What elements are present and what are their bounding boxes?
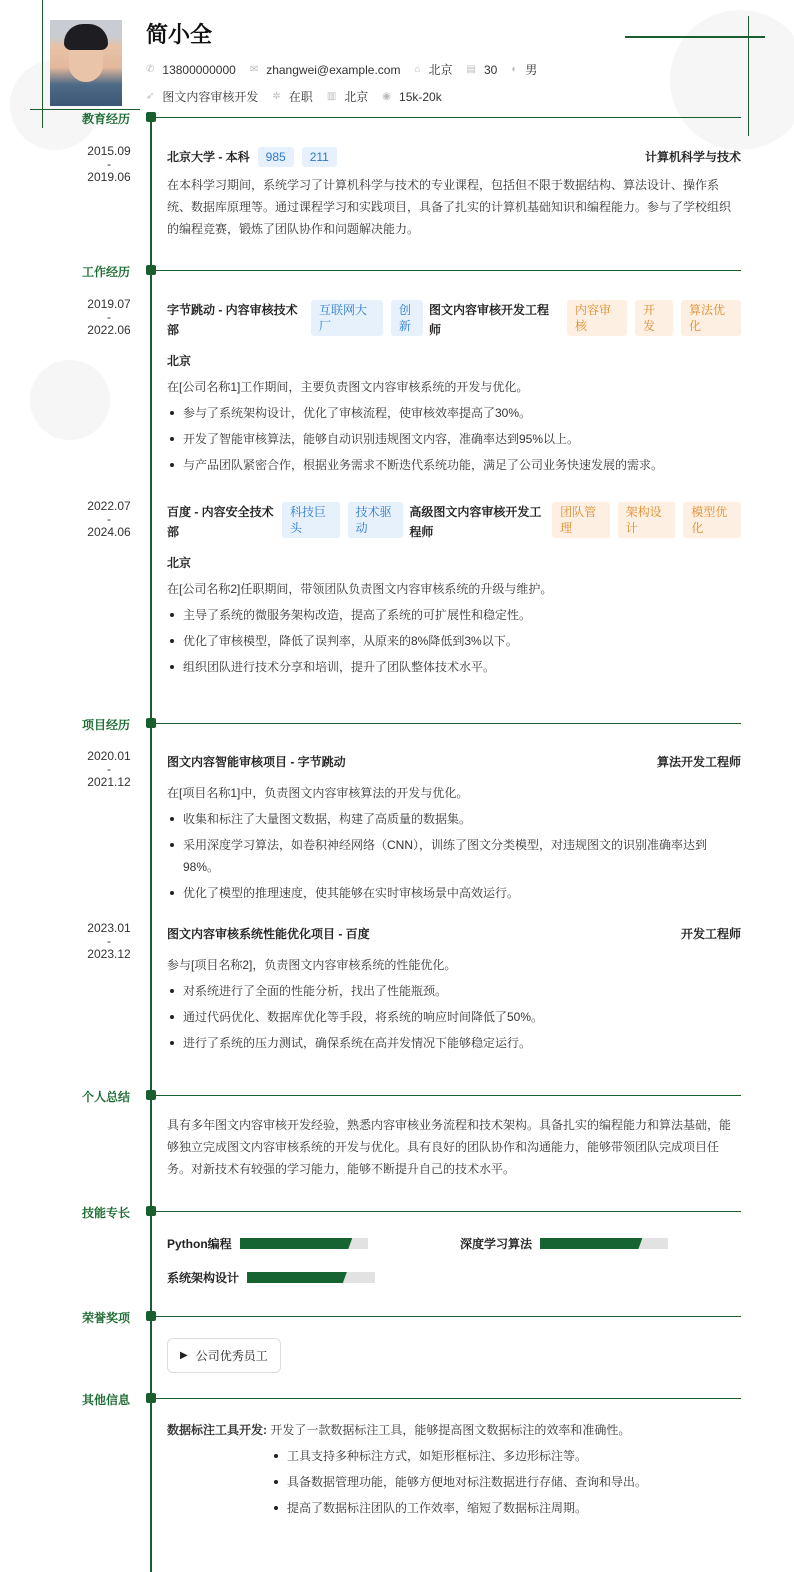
date-range: 2023.01 - 2023.12 [87,921,131,961]
divider [151,1316,741,1317]
section-title: 技能专长 [81,1206,130,1220]
send-icon: ➶ [146,91,155,102]
decor-line [625,36,765,38]
bullet: 进行了系统的压力测试，确保系统在高并发情况下能够稳定运行。 [167,1032,741,1054]
city: 北京 [167,354,192,368]
timeline-line [150,112,152,1572]
role: 高级图文内容审核开发工程师 [409,505,542,539]
tag: 团队管理 [552,502,610,538]
timeline-dot [146,1206,156,1216]
date-range: 2019.07 - 2022.06 [87,297,131,337]
divider [151,1095,741,1096]
home-icon: ⌂ [414,64,421,75]
bullet: 开发了智能审核算法，能够自动识别违规图文内容，准确率达到95%以上。 [167,428,741,450]
bullet: 对系统进行了全面的性能分析，找出了性能瓶颈。 [167,980,741,1002]
major: 计算机科学与技术 [644,150,741,164]
timeline-dot [146,265,156,275]
timeline-dot [146,1090,156,1100]
date-range: 2015.09 - 2019.06 [87,144,131,184]
summary-entry [167,1114,741,1180]
other-entry [167,1419,741,1519]
skill-item [167,1235,368,1252]
job-intent-row [146,88,456,105]
age-icon: ▤ [466,64,476,75]
divider [151,1398,741,1399]
description: 在本科学习期间，系统学习了计算机科学与技术的专业课程，包括但不限于数据结构、算法设计、操作系统、数据库原理等。通过课程学习和实践项目，具备了扎实的计算机基础知识和编程能力。参与了学校组织的编程竞赛，锻炼了团队协作和问题解决能力。 [167,178,732,236]
project-entry [167,752,741,904]
city: 北京 [344,90,369,104]
skill-bar-fill [240,1238,353,1249]
description: 在[公司名称2]任职期间，带领团队负责图文内容审核系统的升级与维护。 [167,582,553,596]
decor-line [748,16,749,136]
bullet: 工具支持多种标注方式，如矩形框标注、多边形标注等。 [271,1445,741,1467]
status-icon: ✲ [272,91,281,102]
role: 算法开发工程师 [656,755,741,769]
status: 在职 [288,90,313,104]
role: 图文内容审核开发工程师 [429,303,550,337]
project-name: 图文内容审核系统性能优化项目 - 百度 [167,927,370,941]
age: 30 [483,62,498,77]
play-icon: ▶ [180,1350,188,1361]
tag: 内容审核 [567,300,627,336]
bullet: 具备数据管理功能，能够方便地对标注数据进行存储、查询和导出。 [271,1471,741,1493]
city: 北京 [167,556,192,570]
company: 字节跳动 - 内容审核技术部 [167,303,298,337]
section-title: 荣誉奖项 [81,1311,130,1325]
tag: 科技巨头 [282,502,340,538]
tag: 模型优化 [683,502,741,538]
phone: 13800000000 [162,62,236,77]
skill-name: Python编程 [167,1237,232,1251]
gender-icon: ◐ [511,64,518,75]
mail-icon: ✉ [249,64,259,75]
divider [151,117,741,118]
candidate-name: 简小全 [146,22,213,47]
skill-bar [240,1238,368,1249]
bullet: 优化了审核模型，降低了误判率，从原来的8%降低到3%以下。 [167,630,741,652]
decor-circle [670,10,794,150]
divider [151,1211,741,1212]
building-icon: ▥ [326,91,337,102]
date-range: 2022.07 - 2024.06 [87,499,131,539]
section-title: 教育经历 [81,112,130,126]
contact-row [146,61,551,78]
date-range: 2020.01 - 2021.12 [87,749,131,789]
work-entry [167,300,741,476]
education-entry [167,147,741,240]
company: 百度 - 内容安全技术部 [167,505,274,539]
bullet: 与产品团队紧密合作，根据业务需求不断迭代系统功能，满足了公司业务快速发展的需求。 [167,454,741,476]
tag: 算法优化 [681,300,741,336]
timeline-dot [146,718,156,728]
bullet: 优化了模型的推理速度，使其能够在实时审核场景中高效运行。 [167,882,741,904]
phone-icon: ✆ [146,64,155,75]
section-title: 项目经历 [81,718,130,732]
avatar [50,20,122,106]
tag: 985 [258,147,294,167]
divider [151,723,741,724]
divider [151,270,741,271]
salary: 15k-20k [399,89,442,104]
skill-bar-fill [540,1238,642,1249]
award-item [167,1338,281,1373]
description: 开发了一款数据标注工具，能够提高图文数据标注的效率和准确性。 [270,1423,631,1437]
timeline-dot [146,112,156,122]
bullet: 提高了数据标注团队的工作效率，缩短了数据标注周期。 [271,1497,741,1519]
description: 参与[项目名称2]，负责图文内容审核系统的性能优化。 [167,958,457,972]
section-title: 个人总结 [81,1090,130,1104]
skill-name: 深度学习算法 [460,1237,533,1251]
bullet: 参与了系统架构设计，优化了审核流程，使审核效率提高了30%。 [167,402,741,424]
bullet: 收集和标注了大量图文数据，构建了高质量的数据集。 [167,808,741,830]
description: 在[项目名称1]中，负责图文内容审核算法的开发与优化。 [167,786,469,800]
tag: 开发 [635,300,673,336]
school: 北京大学 - 本科 [167,150,250,164]
gender: 男 [525,63,538,77]
bullet: 主导了系统的微服务架构改造，提高了系统的可扩展性和稳定性。 [167,604,741,626]
skill-bar [247,1272,375,1283]
salary-icon: ◉ [382,91,392,102]
tag: 架构设计 [618,502,676,538]
work-entry [167,502,741,678]
timeline-dot [146,1393,156,1403]
position: 图文内容审核开发 [162,90,259,104]
tag: 211 [302,147,337,167]
tag: 技术驱动 [348,502,404,538]
bullet: 通过代码优化、数据库优化等手段，将系统的响应时间降低了50%。 [167,1006,741,1028]
section-title: 其他信息 [81,1393,130,1407]
timeline-dot [146,1311,156,1321]
description: 在[公司名称1]工作期间，主要负责图文内容审核系统的开发与优化。 [167,380,529,394]
bullet: 组织团队进行技术分享和培训，提升了团队整体技术水平。 [167,656,741,678]
section-title: 工作经历 [81,265,130,279]
skill-item [167,1269,375,1286]
summary-text: 具有多年图文内容审核开发经验，熟悉内容审核业务流程和技术架构。具备扎实的编程能力和算法基础，能够独立完成图文内容审核系统的开发与优化。具有良好的团队协作和沟通能力，能够带领团队完成项目任务。对新技术有较强的学习能力，能够不断提升自己的技术水平。 [167,1118,732,1176]
other-label: 数据标注工具开发: [167,1423,267,1437]
decor-circle [30,360,110,440]
bullet: 采用深度学习算法，如卷积神经网络（CNN），训练了图文分类模型，对违规图文的识别准确率达到98%。 [167,834,741,878]
tag: 互联网大厂 [311,300,383,336]
skill-name: 系统架构设计 [167,1271,240,1285]
location: 北京 [428,63,453,77]
skill-bar-fill [247,1272,347,1283]
role: 开发工程师 [680,927,741,941]
tag: 创新 [391,300,423,336]
project-entry [167,924,741,1054]
project-name: 图文内容智能审核项目 - 字节跳动 [167,755,346,769]
email: zhangwei@example.com [266,62,401,77]
skill-bar [540,1238,668,1249]
award-name: 公司优秀员工 [195,1349,268,1363]
skill-item [460,1235,668,1252]
